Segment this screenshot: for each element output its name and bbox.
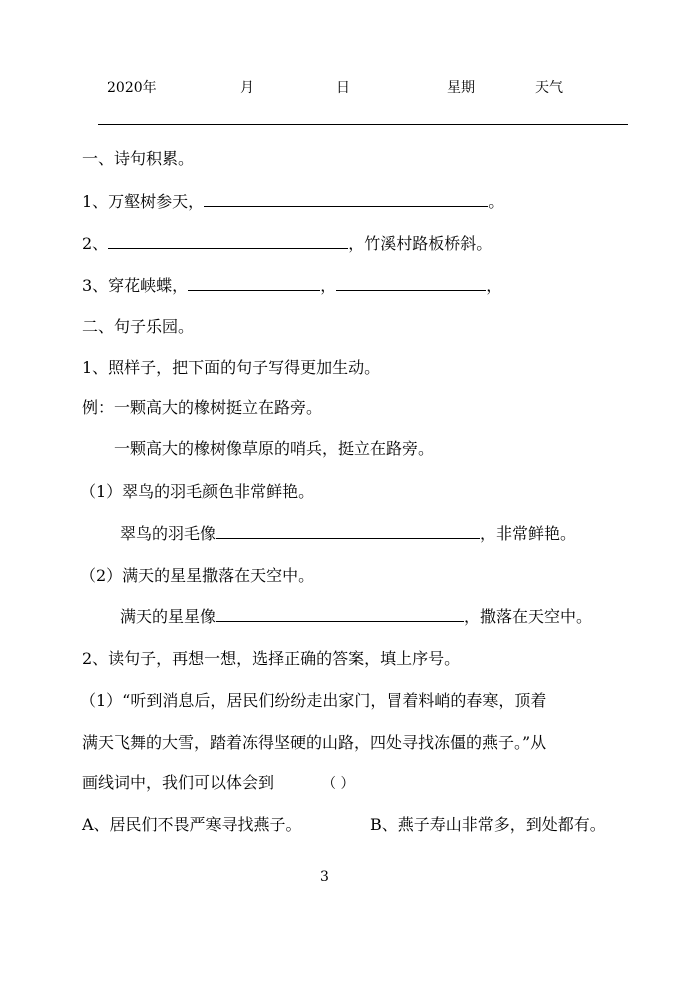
answer-blank[interactable]	[336, 274, 486, 291]
example-answer: 一颗高大的橡树像草原的哨兵，挺立在路旁。	[114, 439, 435, 458]
question-1-1-prefix: 1、万壑树参天，	[82, 192, 205, 211]
item-2-prefix: 满天的星星像	[120, 607, 217, 626]
passage-line-3-text: 画线词中，我们可以体会到	[82, 773, 275, 792]
item-1-prompt: （1）翠鸟的羽毛颜色非常鲜艳。	[80, 482, 315, 501]
header-day: 日	[336, 80, 350, 96]
option-a: A、居民们不畏严寒寻找燕子。	[82, 815, 302, 834]
page-number: 3	[320, 869, 329, 885]
item-2-prompt: （2）满天的星星撒落在天空中。	[80, 566, 315, 585]
question-2-2-title: 2、读句子，再想一想，选择正确的答案，填上序号。	[82, 649, 461, 668]
answer-blank[interactable]	[204, 190, 488, 207]
answer-blank[interactable]	[108, 232, 348, 249]
section1-title: 一、诗句积累。	[82, 149, 195, 168]
item-1-prefix: 翠鸟的羽毛像	[120, 524, 217, 543]
section2-title: 二、句子乐园。	[82, 317, 195, 336]
header-weekday: 星期	[447, 80, 475, 96]
question-1-1-suffix: 。	[488, 192, 505, 211]
question-1-3-prefix: 3、穿花峡蝶，	[82, 276, 189, 295]
header-rule	[98, 124, 628, 125]
question-1-2-suffix: ，竹溪村路板桥斜。	[348, 234, 493, 253]
passage-line-1: （1）“听到消息后，居民们纷纷走出家门，冒着料峭的春寒，顶着	[80, 691, 547, 710]
item-2-suffix: ，撒落在天空中。	[464, 607, 593, 626]
passage-line-3	[82, 772, 354, 795]
answer-blank[interactable]	[216, 605, 464, 622]
item-1-suffix: ，非常鲜艳。	[480, 524, 577, 543]
question-1-2-prefix: 2、	[82, 234, 109, 253]
passage-line-2: 满天飞舞的大雪，踏着冻得坚硬的山路，四处寻找冻僵的燕子。”从	[82, 733, 547, 752]
question-1-3-mid: ，	[320, 276, 337, 295]
header-month: 月	[240, 80, 254, 96]
question-1-1	[82, 190, 504, 213]
question-1-3	[82, 274, 502, 297]
item-1-answer-line	[120, 522, 576, 545]
header-weather: 天气	[535, 80, 563, 96]
question-1-3-suffix: ，	[486, 276, 503, 295]
question-1-2	[82, 232, 492, 255]
answer-paren[interactable]: （ ）	[322, 776, 355, 792]
option-b: B、燕子寿山非常多，到处都有。	[370, 815, 606, 834]
answer-blank[interactable]	[216, 522, 480, 539]
item-2-answer-line	[120, 605, 592, 628]
example-sentence: 例：一颗高大的橡树挺立在路旁。	[82, 398, 323, 417]
question-2-1-title: 1、照样子，把下面的句子写得更加生动。	[82, 358, 381, 377]
answer-blank[interactable]	[188, 274, 320, 291]
header-year: 2020年	[107, 80, 157, 96]
